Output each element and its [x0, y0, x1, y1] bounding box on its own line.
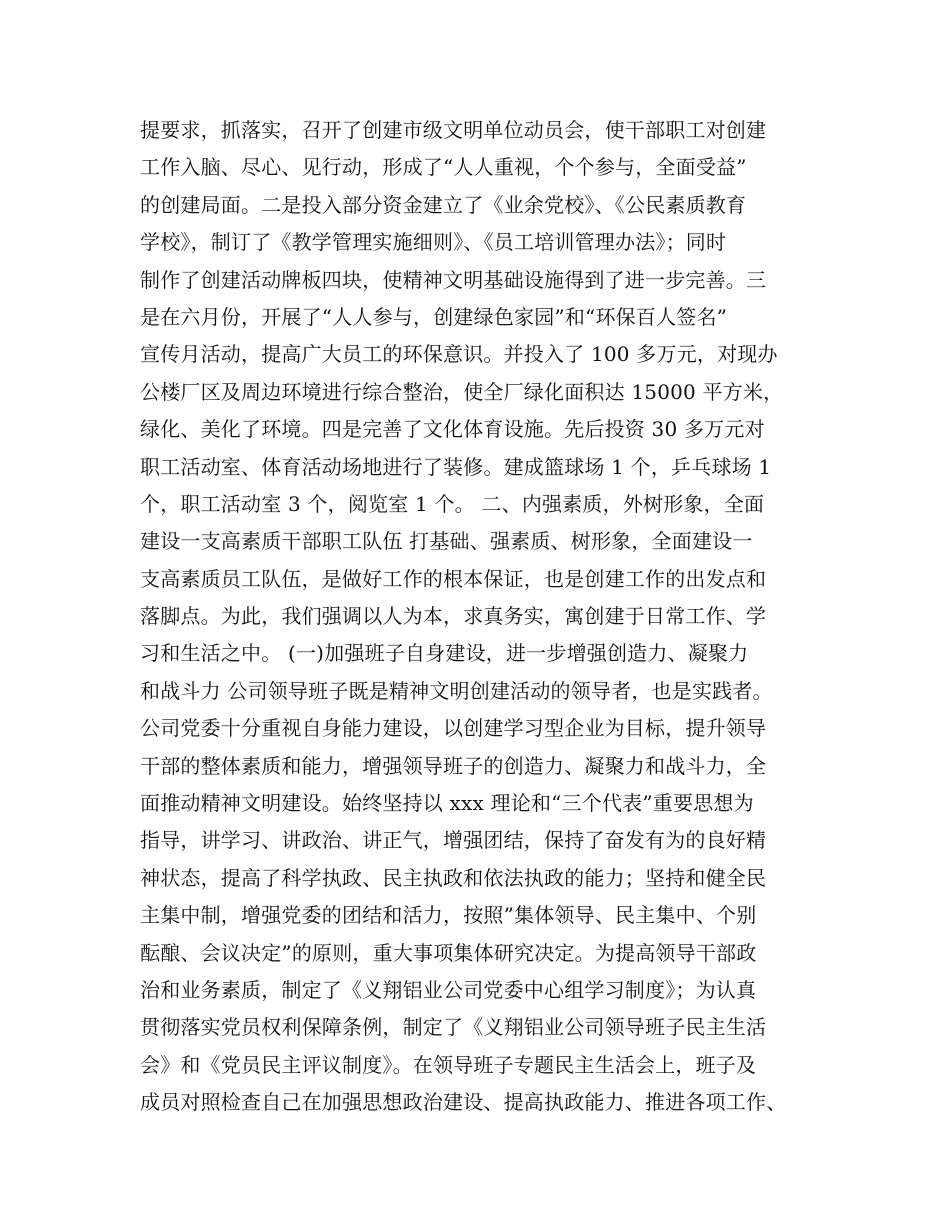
text-line: 会》和《党员民主评议制度》。在领导班子专题民主生活会上，班子及 — [140, 1052, 757, 1077]
text-line: 公司党委十分重视自身能力建设，以创建学习型企业为目标，提升领导 — [140, 716, 767, 741]
text-line: 落脚点。为此，我们强调以人为本，求真务实，寓创建于日常工作、学 — [140, 604, 767, 629]
text-line: 的创建局面。二是投入部分资金建立了《业余党校》、《公民素质教育 — [140, 192, 747, 217]
text-line: 神状态，提高了科学执政、民主执政和依法执政的能力；坚持和健全民 — [140, 865, 767, 890]
text-line: 建设一支高素质干部职工队伍 打基础、强素质、树形象，全面建设一 — [140, 529, 753, 554]
text-line: 指导，讲学习、讲政治、讲正气，增强团结，保持了奋发有为的良好精 — [140, 828, 767, 853]
text-line: 学校》，制订了《教学管理实施细则》、《员工培训管理办法》；同时 — [140, 230, 727, 255]
text-line: 提要求，抓落实，召开了创建市级文明单位动员会，使干部职工对创建 — [140, 118, 767, 142]
text-line: 和战斗力 公司领导班子既是精神文明创建活动的领导者，也是实践者。 — [140, 678, 773, 703]
text-line: 是在六月份，开展了“人人参与，创建绿色家园”和“环保百人签名” — [140, 304, 728, 329]
text-line: 工作入脑、尽心、见行动，形成了“人人重视，个个参与，全面受益” — [140, 155, 747, 180]
text-line: 酝酿、会议决定”的原则，重大事项集体研究决定。为提高领导干部政 — [140, 940, 757, 965]
text-line: 治和业务素质，制定了《义翔铝业公司党委中心组学习制度》；为认真 — [140, 977, 757, 1002]
text-line: 个，职工活动室 3 个，阅览室 1 个。 二、内强素质，外树形象，全面 — [140, 491, 765, 516]
text-line: 制作了创建活动牌板四块，使精神文明基础设施得到了进一步完善。三 — [140, 267, 767, 292]
text-line: 面推动精神文明建设。始终坚持以 xxx 理论和“三个代表”重要思想为 — [140, 791, 754, 816]
text-line: 宣传月活动，提高广大员工的环保意识。并投入了 100 多万元，对现办 — [140, 342, 778, 367]
text-line: 主集中制，增强党委的团结和活力，按照”集体领导、民主集中、个别 — [140, 903, 757, 928]
text-line: 绿化、美化了环境。四是完善了文化体育设施。先后投资 30 多万元对 — [140, 417, 765, 442]
text-line: 习和生活之中。 (一)加强班子自身建设，进一步增强创造力、凝聚力 — [140, 641, 749, 666]
text-line: 支高素质员工队伍，是做好工作的根本保证，也是创建工作的出发点和 — [140, 566, 767, 591]
text-line: 贯彻落实党员权利保障条例，制定了《义翔铝业公司领导班子民主生活 — [140, 1015, 767, 1040]
body-text — [140, 112, 840, 1122]
text-line: 公楼厂区及周边环境进行综合整治，使全厂绿化面积达 15000 平方米， — [140, 379, 784, 404]
text-line: 成员对照检查自己在加强思想政治建设、提高执政能力、推进各项工作、 — [140, 1090, 787, 1115]
text-line: 干部的整体素质和能力，增强领导班子的创造力、凝聚力和战斗力，全 — [140, 753, 767, 778]
text-line: 职工活动室、体育活动场地进行了装修。建成篮球场 1 个，乒乓球场 1 — [140, 454, 772, 479]
